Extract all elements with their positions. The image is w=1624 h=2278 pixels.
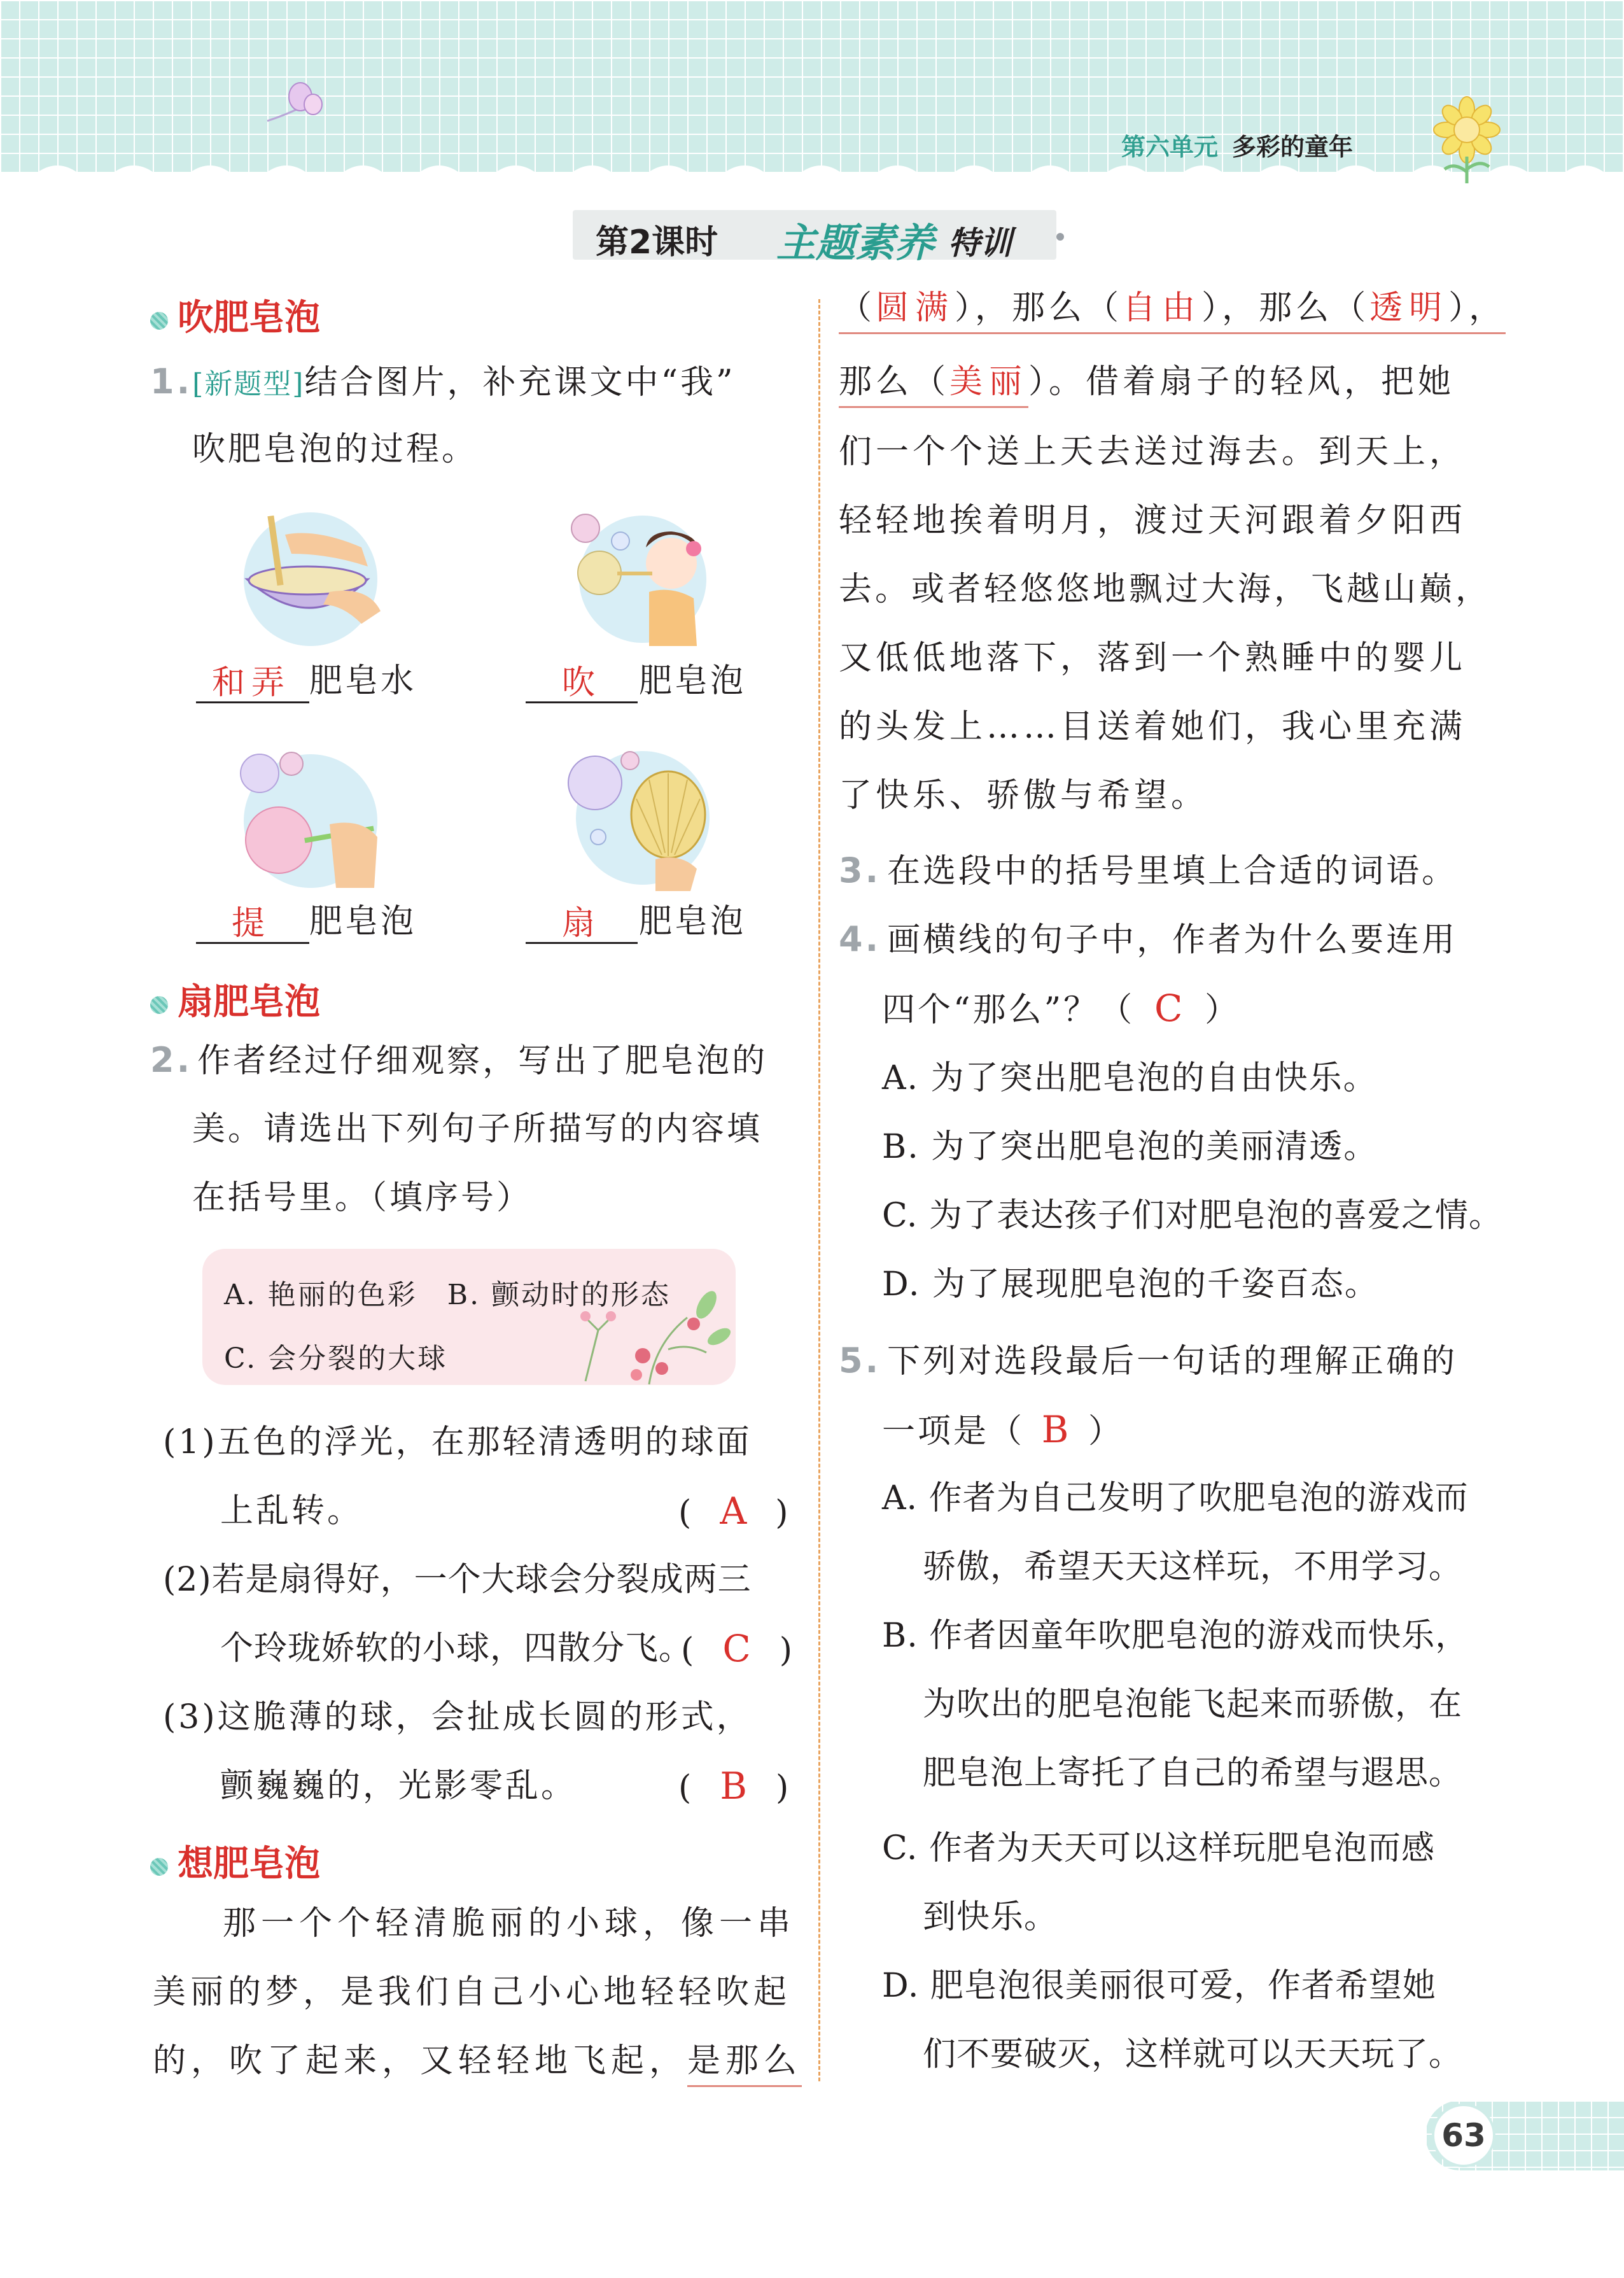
q5-text: 一项是（ bbox=[882, 1412, 1025, 1451]
handwritten-answer: 扇 bbox=[561, 904, 601, 943]
q5-option-a-line2: 骄傲，希望天天这样玩，不用学习。 bbox=[923, 1548, 1463, 1586]
q1-text: 结合图片，补充课文中“我” bbox=[304, 363, 736, 402]
passage-text: ）。借着扇子的轻风，把她 bbox=[1028, 363, 1455, 401]
section-bullet-icon bbox=[150, 1858, 168, 1876]
lesson-number: 第2课时 bbox=[596, 223, 718, 262]
q4-text: 四个“那么”？（ bbox=[882, 991, 1135, 1029]
passage-right-line3: 们一个个送上天去送过海去。到天上， bbox=[839, 433, 1467, 471]
q2-sub1-answer: ( A ) bbox=[678, 1489, 791, 1533]
passage-text: ）， bbox=[1448, 289, 1506, 327]
q2-sub3-answer: ( B ) bbox=[678, 1764, 792, 1808]
passage-text: ），那么（ bbox=[955, 289, 1123, 327]
section-heading-1 bbox=[150, 290, 320, 341]
q1-item-text: 肥皂泡 bbox=[309, 903, 417, 941]
passage-line2: 美丽的梦，是我们自己小心地轻轻吹起 bbox=[153, 1973, 792, 2011]
passage-right-line5: 去。或者轻悠悠地飘过大海，飞越山巅， bbox=[839, 570, 1492, 608]
answer-underline bbox=[196, 942, 309, 944]
q2-sub1-line1: (1)五色的浮光，在那轻清透明的球面 bbox=[163, 1423, 752, 1461]
q1-answer-blank-4 bbox=[526, 896, 638, 944]
question-number: 1. bbox=[150, 362, 193, 402]
handwritten-answer: B bbox=[720, 1764, 750, 1808]
fanning-bubble-illustration bbox=[560, 742, 725, 894]
q2-sub2-line2: 个玲珑娇软的小球，四散分飞。 bbox=[220, 1629, 693, 1668]
q5-line2 bbox=[882, 1410, 1124, 1451]
q5-text: 下列对选段最后一句话的理解正确的 bbox=[887, 1342, 1458, 1381]
q5-option-b-line1: B. 作者因童年吹肥皂泡的游戏而快乐， bbox=[882, 1617, 1469, 1655]
answer-underline bbox=[526, 701, 638, 703]
sunflower-icon bbox=[1425, 95, 1508, 185]
passage-line3 bbox=[153, 2042, 802, 2080]
q1-line2: 吹肥皂泡的过程。 bbox=[192, 430, 478, 468]
section-bullet-icon bbox=[150, 312, 168, 330]
q5-option-a-line1: A. 作者为自己发明了吹肥皂泡的游戏而 bbox=[882, 1479, 1469, 1517]
handwritten-answer: C bbox=[1154, 987, 1186, 1030]
q2-sub3-line2: 颤巍巍的，光影零乱。 bbox=[220, 1767, 577, 1805]
q2-line2: 美。请选出下列句子所描写的内容填 bbox=[192, 1110, 763, 1148]
mixing-soap-water-illustration bbox=[234, 509, 387, 649]
butterfly-icon bbox=[261, 76, 331, 134]
q2-text: 作者经过仔细观察，写出了肥皂泡的 bbox=[197, 1042, 768, 1080]
passage-line1: 那一个个轻清脆丽的小球，像一串 bbox=[223, 1904, 796, 1943]
passage-text: 那么（ bbox=[839, 363, 950, 401]
q2-sub3-line1: (3)这脆薄的球，会扯成长圆的形式， bbox=[163, 1698, 752, 1736]
handwritten-answer: 提 bbox=[231, 904, 271, 943]
q5-paren: ） bbox=[1088, 1412, 1124, 1451]
answer-underline bbox=[196, 701, 309, 703]
handwritten-answer: C bbox=[722, 1627, 753, 1670]
handwritten-answer: B bbox=[1041, 1408, 1072, 1451]
column-divider bbox=[818, 299, 820, 2081]
q1-line1 bbox=[150, 363, 736, 404]
q1-answer-blank-1 bbox=[197, 656, 305, 703]
options-line-1: A. 艳丽的色彩 B. 颤动时的形态 bbox=[224, 1279, 671, 1311]
q4-text: 画横线的句子中，作者为什么要连用 bbox=[887, 921, 1458, 959]
question-number: 5. bbox=[839, 1340, 881, 1381]
q5-option-c-line2: 到快乐。 bbox=[923, 1898, 1058, 1936]
q5-option-d-line2: 们不要破灭，这样就可以天天玩了。 bbox=[923, 2035, 1463, 2074]
passage-right-line6: 又低低地落下，落到一个熟睡中的婴儿 bbox=[839, 639, 1467, 677]
q5-option-c-line1: C. 作者为天天可以这样玩肥皂泡而感 bbox=[882, 1829, 1435, 1867]
passage-text: ），那么（ bbox=[1201, 289, 1370, 327]
q2-line3: 在括号里。（填序号） bbox=[192, 1179, 533, 1217]
passage-right-line1: （圆满），那么（自由），那么（透明）， bbox=[839, 289, 1506, 327]
unit-label bbox=[1121, 127, 1353, 162]
q3-text: 在选段中的括号里填上合适的词语。 bbox=[887, 852, 1458, 890]
q4-option-b: B. 为了突出肥皂泡的美丽清透。 bbox=[882, 1128, 1378, 1166]
section-heading-3 bbox=[150, 1836, 320, 1887]
header-grid-background bbox=[0, 0, 1624, 172]
lifting-bubble-illustration bbox=[234, 748, 387, 894]
q2-sub2-line1: (2)若是扇得好，一个大球会分裂成两三 bbox=[163, 1561, 752, 1599]
q1-item-text: 肥皂水 bbox=[309, 662, 417, 700]
unit-title: 多彩的童年 bbox=[1232, 133, 1354, 161]
section-title: 扇肥皂泡 bbox=[178, 981, 321, 1023]
handwritten-answer: 透明 bbox=[1369, 289, 1449, 327]
options-line-2: C. 会分裂的大球 bbox=[224, 1342, 448, 1375]
underlined-sentence: 是那么 bbox=[687, 2042, 802, 2087]
q2-line1 bbox=[150, 1041, 767, 1080]
question-number: 2. bbox=[150, 1040, 193, 1080]
q3-line bbox=[839, 852, 1457, 890]
lesson-special: 特训 bbox=[948, 225, 1012, 262]
lesson-title-banner bbox=[573, 210, 1069, 264]
section-title: 吹肥皂泡 bbox=[178, 297, 321, 339]
q5-line1 bbox=[839, 1342, 1457, 1381]
blowing-bubble-illustration bbox=[560, 503, 725, 649]
q5-option-b-line2: 为吹出的肥皂泡能飞起来而骄傲，在 bbox=[923, 1685, 1463, 1724]
passage-right-line4: 轻轻地挨着明月，渡过天河跟着夕阳西 bbox=[839, 502, 1467, 540]
handwritten-answer: 圆满 bbox=[876, 289, 955, 327]
q4-paren: ） bbox=[1205, 991, 1241, 1029]
unit-number: 第六单元 bbox=[1121, 133, 1219, 161]
handwritten-answer: 吹 bbox=[561, 664, 601, 702]
section-title: 想肥皂泡 bbox=[178, 1843, 321, 1885]
passage-right-line2 bbox=[839, 363, 1455, 401]
q4-line1 bbox=[839, 920, 1457, 959]
q5-option-d-line1: D. 肥皂泡很美丽很可爱，作者希望她 bbox=[882, 1967, 1436, 2005]
handwritten-answer: A bbox=[720, 1489, 750, 1533]
q1-item-text: 肥皂泡 bbox=[639, 903, 746, 941]
handwritten-answer: 自由 bbox=[1123, 289, 1202, 327]
passage-right-line8: 了快乐、骄傲与希望。 bbox=[839, 777, 1208, 815]
q5-option-b-line3: 肥皂泡上寄托了自己的希望与遐思。 bbox=[923, 1754, 1463, 1792]
q1-answer-blank-2 bbox=[526, 656, 638, 703]
q2-sub2-answer: ( C ) bbox=[681, 1627, 795, 1670]
lesson-theme: 主题素养 bbox=[776, 220, 935, 266]
q4-option-d: D. 为了展现肥皂泡的千姿百态。 bbox=[882, 1265, 1379, 1304]
passage-text: 的，吹了起来，又轻轻地飞起， bbox=[153, 2042, 688, 2080]
q4-option-a: A. 为了突出肥皂泡的自由快乐。 bbox=[882, 1059, 1378, 1097]
section-bullet-icon bbox=[150, 996, 168, 1014]
header-wave-edge bbox=[0, 159, 1624, 197]
flower-decoration-icon bbox=[560, 1279, 738, 1388]
q4-option-c: C. 为了表达孩子们对肥皂泡的喜爱之情。 bbox=[882, 1197, 1502, 1235]
q1-item-text: 肥皂泡 bbox=[639, 662, 746, 700]
question-number: 4. bbox=[839, 919, 881, 959]
new-type-tag: [新题型] bbox=[192, 368, 305, 400]
answer-underline bbox=[526, 942, 638, 944]
handwritten-answer: 和弄 bbox=[211, 664, 291, 702]
q4-line2 bbox=[882, 989, 1240, 1029]
q2-sub1-line2: 上乱转。 bbox=[220, 1492, 363, 1530]
q1-answer-blank-3 bbox=[197, 896, 305, 944]
section-heading-2 bbox=[150, 974, 320, 1025]
page-number: 63 bbox=[1432, 2104, 1495, 2167]
question-number: 3. bbox=[839, 850, 881, 890]
passage-right-line7: 的头发上……目送着她们，我心里充满 bbox=[839, 708, 1467, 746]
handwritten-answer: 美丽 bbox=[949, 363, 1029, 401]
